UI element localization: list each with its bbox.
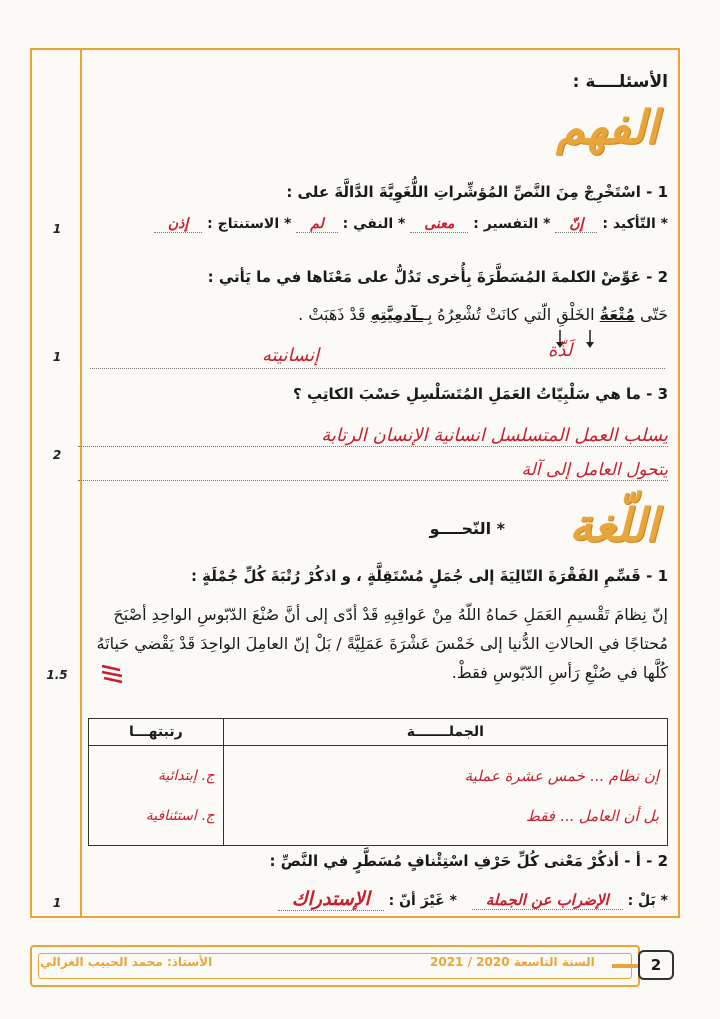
- comp-q2-answer-2: إنسانيته: [262, 345, 320, 366]
- tokeed-answer: إنّ: [555, 216, 597, 233]
- comp-q2-dotted-line: [90, 368, 665, 369]
- table-cell-sentences: [223, 746, 667, 846]
- underlined-word-1: مُتْعَةُ: [599, 305, 635, 324]
- table-row: بل أن العامل ... فقط: [525, 806, 659, 825]
- comp-q1-text: 1 - اسْتَخْرِجْ مِنَ النَّصِّ المُؤشِّراتِ اللُّغَوِيَّةَ الدَّالَّةَ على :: [286, 183, 668, 201]
- lang-q1-text: 1 - قَسِّمِ الفَقْرَةَ التّالِيَةَ إلى جُمَلٍ مُسْتَقِلَّةٍ ، و اذكُرْ رُتْبَةَ كُلِّ جُمْلَةٍ :: [190, 567, 668, 585]
- bal-answer: الإضراب عن الجملة: [472, 891, 623, 910]
- footer-year: السنة التاسعة 2020 / 2021: [430, 955, 595, 969]
- grammar-label: * النّحــــو: [429, 519, 505, 538]
- table-cell-ranks: [89, 746, 224, 846]
- nafy-label: * النفي :: [342, 216, 406, 232]
- comp-q3-answer-line-1: يسلب العمل المتسلسل انسانية الإنسان الرتابة: [78, 425, 668, 447]
- underlined-word-2: ـآدمِيَّتِهِ: [370, 305, 423, 324]
- comp-q3-text: 3 - ما هي سَلْبِيّاتُ العَمَلِ المُتَسَلْسِلِ حَسْبَ الكاتِبِ ؟: [293, 385, 668, 403]
- comprehension-title: الفهم: [556, 100, 658, 154]
- nafy-answer: لم: [296, 216, 338, 233]
- table-row: ج. إبتدائية: [157, 767, 215, 784]
- sentence-end: قَدْ ذَهَبَتْ .: [298, 305, 366, 324]
- score-margin-line: [80, 48, 82, 918]
- comp-q2-answer-1: لَذّة: [548, 340, 573, 361]
- comp-q2-text: 2 - عَوِّضْ الكلمةَ المُسَطَّرَةَ بِأُخرى تَدُلُّ على مَعْنَاها في ما يَأتي :: [207, 268, 668, 286]
- col-rank-header: رتبتهـــا: [89, 719, 224, 746]
- col-sentence-header: الجملـــــــة: [223, 719, 667, 746]
- arrows: [300, 328, 630, 350]
- score-q2: 1: [52, 350, 62, 364]
- lang-q2-answer-line: [78, 888, 668, 910]
- comp-q3-answer-line-2: يتحول العامل إلى آلة: [78, 460, 668, 481]
- red-mark: [98, 660, 128, 690]
- ghayr-answer: الإستدراك: [278, 888, 384, 911]
- page-number: 2: [638, 950, 674, 980]
- comp-q2-sentence: [298, 300, 668, 329]
- questions-heading: الأسئلــــة :: [572, 72, 668, 92]
- sentence-rank-table: [88, 718, 668, 846]
- bal-label: * بَلْ :: [627, 893, 668, 909]
- score-q3: 2: [52, 448, 62, 462]
- language-title: اللّغة: [569, 498, 658, 552]
- footer-connector: [612, 964, 638, 968]
- istintaj-answer: إذن: [154, 216, 202, 233]
- score-lang-q1: 1.5: [46, 668, 68, 682]
- lang-q2-text: 2 - أ - أذكُرْ مَعْنى كُلِّ حَرْفِ اسْتِئْنافٍ مُسَطَّرٍ في النَّصِّ :: [269, 852, 668, 870]
- tafseer-answer: معنى: [410, 216, 468, 233]
- sentence-mid: الخَلْقِ الّتي كانَتْ تُشْعِرُهُ بِـ: [423, 305, 595, 324]
- lang-q1-paragraph: إنّ نِظامَ تَقْسيمِ العَمَلِ حَماهُ اللّهُ مِنْ عَواقِبِهِ قَدْ أدّى إلى أنَّ صُنْعَ الدّبّوسِ الواحِدِ أصْبَحَ مُحتاجًا في الحالاتِ الدُّنيا إلى خَمْسَ عَشْرَةَ عَمَلِيَّةً / بَلْ إنّ العامِلَ الواحِدَ قَدْ يَقْضي حَياتَهُ كُلَّها في صُنْعِ رَأسِ الدّبّوسِ فقطْ.: [96, 605, 668, 682]
- tokeed-label: * التّأكيد :: [602, 216, 668, 232]
- istintaj-label: * الاستنتاج :: [207, 216, 292, 232]
- tafseer-label: * التفسير :: [473, 216, 551, 232]
- score-lang-q2: 1: [52, 896, 62, 910]
- table-row: ج. استئنافية: [145, 807, 215, 824]
- sentence-prefix: حَتّى: [639, 305, 668, 324]
- comp-q1-answer-line: [78, 216, 668, 232]
- table-row: إن نظام ... خمس عشرة عملية: [464, 766, 659, 785]
- score-q1: 1: [52, 222, 62, 236]
- ghayr-label: * غَيْرَ أنّ :: [388, 893, 457, 909]
- footer-teacher: الأستاذ: محمد الحبيب الغزالي: [40, 955, 213, 969]
